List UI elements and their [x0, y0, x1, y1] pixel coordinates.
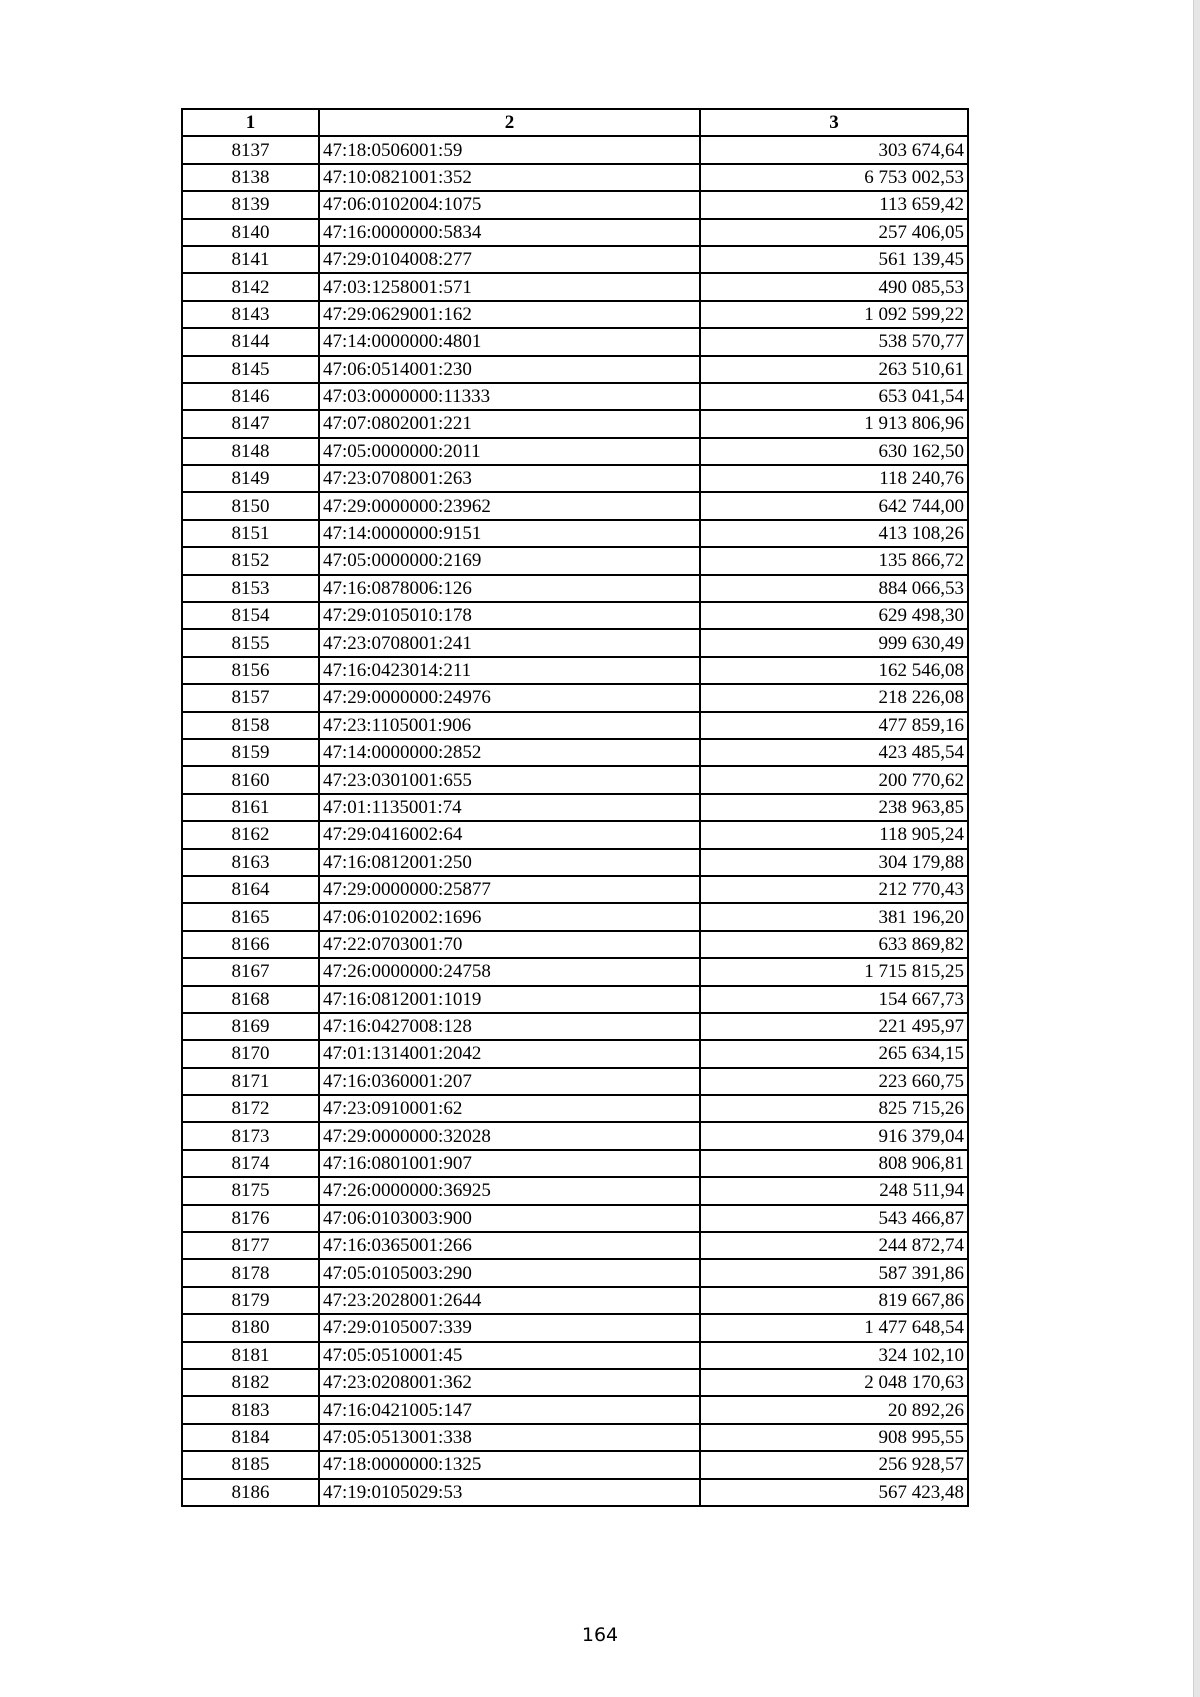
row-number-cell: 8184	[182, 1424, 319, 1451]
cadastral-value-cell: 212 770,43	[700, 876, 968, 903]
cadastral-number-cell: 47:14:0000000:2852	[319, 739, 700, 766]
cadastral-number-cell: 47:16:0360001:207	[319, 1068, 700, 1095]
table-row	[182, 1479, 968, 1506]
cadastral-value-cell: 884 066,53	[700, 575, 968, 602]
cadastral-number-cell: 47:05:0000000:2011	[319, 438, 700, 465]
cadastral-value-cell: 423 485,54	[700, 739, 968, 766]
table-row	[182, 794, 968, 821]
cadastral-number-cell: 47:23:0301001:655	[319, 766, 700, 793]
cadastral-value-cell: 238 963,85	[700, 794, 968, 821]
row-number-cell: 8172	[182, 1095, 319, 1122]
table-row	[182, 629, 968, 656]
row-number-cell: 8176	[182, 1205, 319, 1232]
cadastral-value-table	[181, 108, 969, 1507]
cadastral-number-cell: 47:29:0104008:277	[319, 246, 700, 273]
table-row	[182, 1259, 968, 1286]
cadastral-value-cell: 413 108,26	[700, 520, 968, 547]
cadastral-value-cell: 1 092 599,22	[700, 301, 968, 328]
cadastral-number-cell: 47:06:0102004:1075	[319, 191, 700, 218]
table-row	[182, 1314, 968, 1341]
table-row	[182, 246, 968, 273]
cadastral-value-cell: 561 139,45	[700, 246, 968, 273]
cadastral-value-cell: 118 240,76	[700, 465, 968, 492]
cadastral-value-cell: 653 041,54	[700, 383, 968, 410]
cadastral-number-cell: 47:29:0000000:24976	[319, 684, 700, 711]
row-number-cell: 8169	[182, 1013, 319, 1040]
table-row	[182, 1369, 968, 1396]
row-number-cell: 8148	[182, 438, 319, 465]
row-number-cell: 8152	[182, 547, 319, 574]
row-number-cell: 8147	[182, 410, 319, 437]
table-row	[182, 383, 968, 410]
cadastral-value-cell: 154 667,73	[700, 986, 968, 1013]
cadastral-number-cell: 47:16:0812001:1019	[319, 986, 700, 1013]
cadastral-value-cell: 999 630,49	[700, 629, 968, 656]
cadastral-number-cell: 47:16:0427008:128	[319, 1013, 700, 1040]
table-row	[182, 438, 968, 465]
cadastral-number-cell: 47:29:0000000:32028	[319, 1122, 700, 1149]
cadastral-value-cell: 538 570,77	[700, 328, 968, 355]
cadastral-value-cell: 381 196,20	[700, 903, 968, 930]
cadastral-value-cell: 118 905,24	[700, 821, 968, 848]
cadastral-value-cell: 303 674,64	[700, 136, 968, 163]
column-header-1: 1	[182, 109, 319, 136]
table-row	[182, 958, 968, 985]
cadastral-number-cell: 47:07:0802001:221	[319, 410, 700, 437]
row-number-cell: 8185	[182, 1451, 319, 1478]
cadastral-number-cell: 47:16:0812001:250	[319, 849, 700, 876]
cadastral-value-cell: 629 498,30	[700, 602, 968, 629]
cadastral-number-cell: 47:16:0423014:211	[319, 657, 700, 684]
table-row	[182, 492, 968, 519]
row-number-cell: 8145	[182, 356, 319, 383]
cadastral-number-cell: 47:01:1135001:74	[319, 794, 700, 821]
cadastral-number-cell: 47:05:0105003:290	[319, 1259, 700, 1286]
table-row	[182, 986, 968, 1013]
table-row	[182, 301, 968, 328]
cadastral-value-cell: 630 162,50	[700, 438, 968, 465]
cadastral-value-cell: 223 660,75	[700, 1068, 968, 1095]
cadastral-number-cell: 47:10:0821001:352	[319, 164, 700, 191]
table-row	[182, 1177, 968, 1204]
cadastral-value-cell: 257 406,05	[700, 219, 968, 246]
cadastral-number-cell: 47:29:0105007:339	[319, 1314, 700, 1341]
row-number-cell: 8156	[182, 657, 319, 684]
table-row	[182, 657, 968, 684]
table-row	[182, 903, 968, 930]
row-number-cell: 8155	[182, 629, 319, 656]
cadastral-number-cell: 47:23:0708001:241	[319, 629, 700, 656]
table-row	[182, 876, 968, 903]
cadastral-number-cell: 47:05:0000000:2169	[319, 547, 700, 574]
table-row	[182, 1451, 968, 1478]
cadastral-value-cell: 642 744,00	[700, 492, 968, 519]
row-number-cell: 8146	[182, 383, 319, 410]
row-number-cell: 8139	[182, 191, 319, 218]
cadastral-number-cell: 47:26:0000000:36925	[319, 1177, 700, 1204]
cadastral-value-cell: 218 226,08	[700, 684, 968, 711]
cadastral-value-cell: 490 085,53	[700, 273, 968, 300]
row-number-cell: 8166	[182, 931, 319, 958]
row-number-cell: 8137	[182, 136, 319, 163]
table-row	[182, 1095, 968, 1122]
cadastral-number-cell: 47:23:0208001:362	[319, 1369, 700, 1396]
header-row	[182, 109, 968, 136]
table-row	[182, 739, 968, 766]
cadastral-value-cell: 20 892,26	[700, 1396, 968, 1423]
row-number-cell: 8171	[182, 1068, 319, 1095]
cadastral-number-cell: 47:06:0514001:230	[319, 356, 700, 383]
cadastral-number-cell: 47:19:0105029:53	[319, 1479, 700, 1506]
cadastral-value-cell: 916 379,04	[700, 1122, 968, 1149]
table-row	[182, 219, 968, 246]
table-row	[182, 1396, 968, 1423]
row-number-cell: 8183	[182, 1396, 319, 1423]
row-number-cell: 8180	[182, 1314, 319, 1341]
cadastral-number-cell: 47:29:0416002:64	[319, 821, 700, 848]
row-number-cell: 8170	[182, 1040, 319, 1067]
cadastral-value-cell: 135 866,72	[700, 547, 968, 574]
table-row	[182, 1040, 968, 1067]
row-number-cell: 8165	[182, 903, 319, 930]
table-body	[182, 136, 968, 1506]
table-row	[182, 136, 968, 163]
table-row	[182, 547, 968, 574]
cadastral-value-cell: 1 913 806,96	[700, 410, 968, 437]
cadastral-value-cell: 825 715,26	[700, 1095, 968, 1122]
table-row	[182, 712, 968, 739]
cadastral-value-cell: 162 546,08	[700, 657, 968, 684]
cadastral-value-cell: 908 995,55	[700, 1424, 968, 1451]
cadastral-number-cell: 47:23:2028001:2644	[319, 1287, 700, 1314]
cadastral-number-cell: 47:16:0801001:907	[319, 1150, 700, 1177]
row-number-cell: 8138	[182, 164, 319, 191]
table-row	[182, 1287, 968, 1314]
column-header-2: 2	[319, 109, 700, 136]
cadastral-value-cell: 244 872,74	[700, 1232, 968, 1259]
cadastral-number-cell: 47:18:0000000:1325	[319, 1451, 700, 1478]
row-number-cell: 8159	[182, 739, 319, 766]
cadastral-value-cell: 221 495,97	[700, 1013, 968, 1040]
table-row	[182, 164, 968, 191]
table-row	[182, 1122, 968, 1149]
table-row	[182, 465, 968, 492]
cadastral-number-cell: 47:06:0102002:1696	[319, 903, 700, 930]
cadastral-number-cell: 47:05:0510001:45	[319, 1342, 700, 1369]
row-number-cell: 8168	[182, 986, 319, 1013]
cadastral-value-cell: 304 179,88	[700, 849, 968, 876]
row-number-cell: 8163	[182, 849, 319, 876]
cadastral-value-cell: 808 906,81	[700, 1150, 968, 1177]
table-row	[182, 1150, 968, 1177]
row-number-cell: 8154	[182, 602, 319, 629]
table-row	[182, 1068, 968, 1095]
row-number-cell: 8162	[182, 821, 319, 848]
cadastral-number-cell: 47:23:0910001:62	[319, 1095, 700, 1122]
cadastral-number-cell: 47:16:0365001:266	[319, 1232, 700, 1259]
page-edge	[1193, 0, 1200, 1697]
cadastral-number-cell: 47:29:0105010:178	[319, 602, 700, 629]
cadastral-value-cell: 1 715 815,25	[700, 958, 968, 985]
cadastral-value-cell: 248 511,94	[700, 1177, 968, 1204]
table-row	[182, 1424, 968, 1451]
table-row	[182, 766, 968, 793]
cadastral-number-cell: 47:16:0878006:126	[319, 575, 700, 602]
cadastral-value-cell: 543 466,87	[700, 1205, 968, 1232]
table-row	[182, 575, 968, 602]
table-row	[182, 1013, 968, 1040]
table-row	[182, 849, 968, 876]
row-number-cell: 8151	[182, 520, 319, 547]
cadastral-value-cell: 477 859,16	[700, 712, 968, 739]
row-number-cell: 8177	[182, 1232, 319, 1259]
cadastral-value-cell: 6 753 002,53	[700, 164, 968, 191]
cadastral-number-cell: 47:26:0000000:24758	[319, 958, 700, 985]
row-number-cell: 8164	[182, 876, 319, 903]
row-number-cell: 8157	[182, 684, 319, 711]
row-number-cell: 8144	[182, 328, 319, 355]
table-row	[182, 273, 968, 300]
table-row	[182, 328, 968, 355]
row-number-cell: 8175	[182, 1177, 319, 1204]
cadastral-number-cell: 47:16:0000000:5834	[319, 219, 700, 246]
cadastral-value-cell: 819 667,86	[700, 1287, 968, 1314]
cadastral-value-cell: 324 102,10	[700, 1342, 968, 1369]
row-number-cell: 8158	[182, 712, 319, 739]
cadastral-value-cell: 2 048 170,63	[700, 1369, 968, 1396]
row-number-cell: 8143	[182, 301, 319, 328]
column-header-3: 3	[700, 109, 968, 136]
table-row	[182, 821, 968, 848]
table-row	[182, 931, 968, 958]
cadastral-number-cell: 47:06:0103003:900	[319, 1205, 700, 1232]
row-number-cell: 8182	[182, 1369, 319, 1396]
table-header	[182, 109, 968, 136]
row-number-cell: 8174	[182, 1150, 319, 1177]
cadastral-number-cell: 47:18:0506001:59	[319, 136, 700, 163]
cadastral-number-cell: 47:03:1258001:571	[319, 273, 700, 300]
row-number-cell: 8161	[182, 794, 319, 821]
table-row	[182, 356, 968, 383]
cadastral-number-cell: 47:16:0421005:147	[319, 1396, 700, 1423]
table-row	[182, 1342, 968, 1369]
row-number-cell: 8142	[182, 273, 319, 300]
row-number-cell: 8178	[182, 1259, 319, 1286]
cadastral-value-cell: 113 659,42	[700, 191, 968, 218]
cadastral-number-cell: 47:29:0629001:162	[319, 301, 700, 328]
cadastral-value-cell: 1 477 648,54	[700, 1314, 968, 1341]
table-row	[182, 1205, 968, 1232]
row-number-cell: 8141	[182, 246, 319, 273]
table-row	[182, 684, 968, 711]
cadastral-number-cell: 47:05:0513001:338	[319, 1424, 700, 1451]
cadastral-value-cell: 200 770,62	[700, 766, 968, 793]
row-number-cell: 8186	[182, 1479, 319, 1506]
cadastral-number-cell: 47:29:0000000:23962	[319, 492, 700, 519]
cadastral-value-cell: 263 510,61	[700, 356, 968, 383]
table-row	[182, 191, 968, 218]
page-number: 164	[581, 1624, 619, 1646]
cadastral-value-cell: 256 928,57	[700, 1451, 968, 1478]
cadastral-number-cell: 47:14:0000000:9151	[319, 520, 700, 547]
cadastral-value-cell: 633 869,82	[700, 931, 968, 958]
cadastral-number-cell: 47:22:0703001:70	[319, 931, 700, 958]
row-number-cell: 8167	[182, 958, 319, 985]
cadastral-value-cell: 587 391,86	[700, 1259, 968, 1286]
row-number-cell: 8150	[182, 492, 319, 519]
row-number-cell: 8179	[182, 1287, 319, 1314]
row-number-cell: 8153	[182, 575, 319, 602]
cadastral-number-cell: 47:01:1314001:2042	[319, 1040, 700, 1067]
table-row	[182, 520, 968, 547]
cadastral-value-cell: 265 634,15	[700, 1040, 968, 1067]
cadastral-number-cell: 47:03:0000000:11333	[319, 383, 700, 410]
row-number-cell: 8140	[182, 219, 319, 246]
row-number-cell: 8181	[182, 1342, 319, 1369]
cadastral-number-cell: 47:14:0000000:4801	[319, 328, 700, 355]
table-row	[182, 602, 968, 629]
cadastral-number-cell: 47:29:0000000:25877	[319, 876, 700, 903]
row-number-cell: 8173	[182, 1122, 319, 1149]
row-number-cell: 8160	[182, 766, 319, 793]
cadastral-number-cell: 47:23:1105001:906	[319, 712, 700, 739]
cadastral-value-cell: 567 423,48	[700, 1479, 968, 1506]
table-row	[182, 410, 968, 437]
table-row	[182, 1232, 968, 1259]
cadastral-number-cell: 47:23:0708001:263	[319, 465, 700, 492]
row-number-cell: 8149	[182, 465, 319, 492]
